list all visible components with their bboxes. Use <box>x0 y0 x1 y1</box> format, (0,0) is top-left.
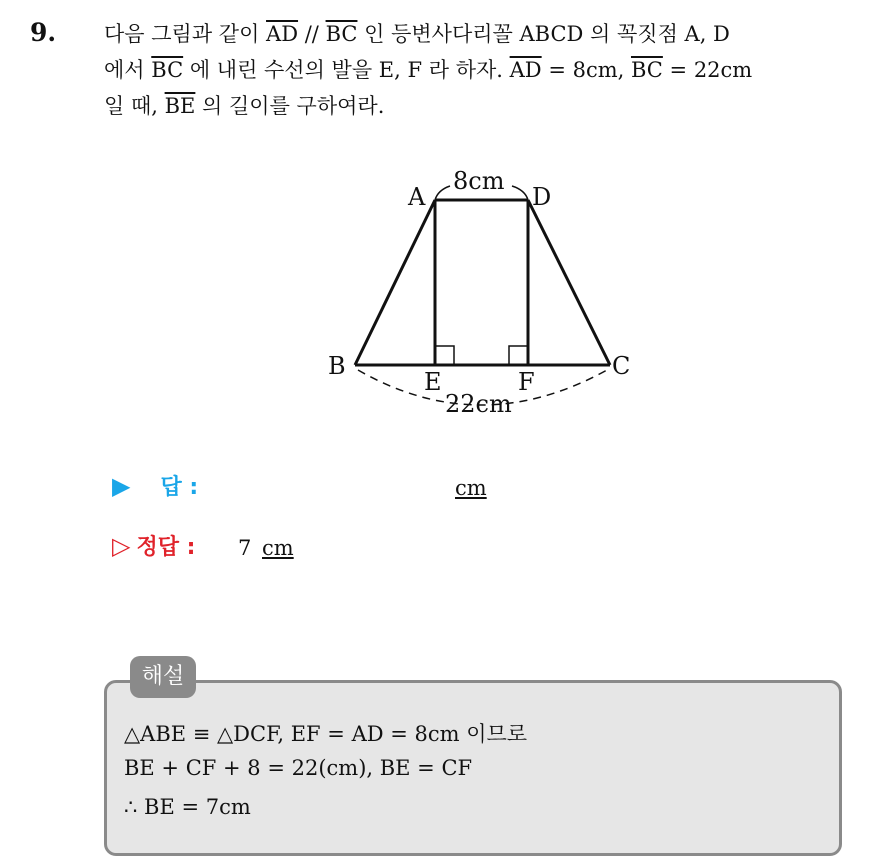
answer-label: 답 : <box>160 475 199 500</box>
side-ab <box>355 200 435 365</box>
q-text-2c: = 8cm, <box>541 58 631 82</box>
q-text-1a: 다음 그림과 같이 <box>104 22 267 46</box>
arc-top-right <box>512 186 528 200</box>
outline-arrow-icon: ▷ <box>112 532 131 560</box>
label-f: F <box>518 368 535 396</box>
label-a: A <box>408 183 426 211</box>
explanation-line-1: △ABE ≡ △DCF, EF = AD = 8cm 이므로 <box>124 722 528 746</box>
question-number: 9. <box>30 18 57 47</box>
label-c: C <box>612 352 631 380</box>
q-text-2b: 에 내린 수선의 발을 E, F 라 하자. <box>183 58 510 82</box>
label-top-length: 8cm <box>453 167 505 195</box>
q-text-1b: 인 등변사다리꼴 ABCD 의 꼭짓점 A, D <box>357 22 730 46</box>
correct-answer-unit: cm <box>262 536 294 560</box>
trapezoid-figure <box>320 160 640 430</box>
segment-bc-2: $\overline{BC}$ <box>151 58 184 82</box>
explanation-line-2: BE + CF + 8 = 22(cm), BE = CF <box>124 756 473 780</box>
explanation-tag: 해설 <box>130 656 196 698</box>
label-d: D <box>532 183 552 211</box>
parallel-symbol: // <box>298 22 326 46</box>
explanation-line-3: ∴ BE = 7cm <box>124 795 251 819</box>
correct-answer-value: 7 <box>238 536 252 560</box>
segment-ad: $\overline{AD}$ <box>266 22 299 46</box>
question-text <box>104 16 874 124</box>
label-bottom-length: 22cm <box>445 390 512 418</box>
correct-answer-label: 정답 : <box>136 535 196 560</box>
answer-row <box>112 470 198 501</box>
arc-top-left <box>435 186 450 200</box>
label-e: E <box>424 368 442 396</box>
side-dc <box>528 200 610 365</box>
segment-ad-2: $\overline{AD}$ <box>509 58 542 82</box>
segment-bc: $\overline{BC}$ <box>325 22 358 46</box>
segment-be: $\overline{BE}$ <box>164 94 196 118</box>
q-text-2d: = 22cm <box>662 58 753 82</box>
q-text-2a: 에서 <box>104 58 152 82</box>
segment-bc-3: $\overline{BC}$ <box>630 58 663 82</box>
label-b: B <box>328 352 346 380</box>
q-text-3b: 의 길이를 구하여라. <box>195 94 385 118</box>
right-angle-e <box>435 346 454 365</box>
correct-answer-row <box>112 530 195 561</box>
right-angle-f <box>509 346 528 365</box>
q-text-3a: 일 때, <box>104 94 165 118</box>
answer-unit-blank: cm <box>455 476 487 500</box>
play-arrow-icon: ▶ <box>112 472 131 500</box>
